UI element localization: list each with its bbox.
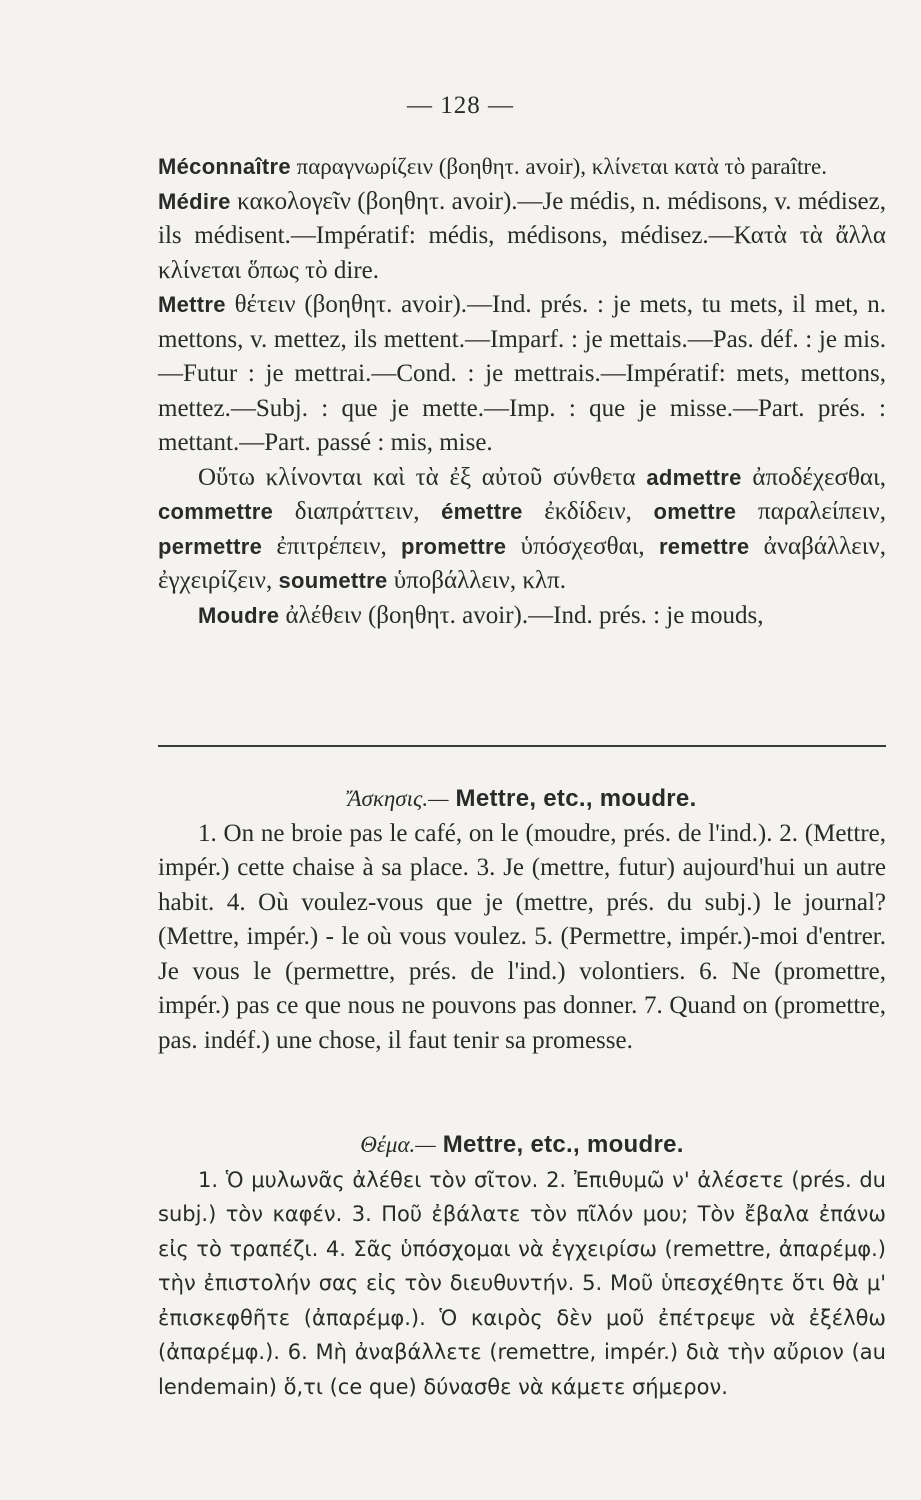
exercise-body: 1. On ne broie pas le café, on le (moudre, prés. de l'ind.). 2. (Mettre, impér.) cette chaise à sa place. 3. Je (mettre, futur) aujourd'hui un autre habit. 4. Où voulez-vous que je (mettre, prés. du subj.) le journal? (Mettre, impér.) - le où vous voulez. 5. (Permettre, impér.)-moi d'entrer. Je vous le (permettre, prés. de l'ind.) volontiers. 6. Ne (promettre, impér.) pas ce que nous ne pouvons pas donner. 7. Quand on (promettre, pas. indéf.) une chose, il faut tenir sa promesse. <box>158 819 886 1054</box>
compound-gloss: ἐκδίδειν, <box>522 498 654 525</box>
compound-gloss: παραλείπειν, <box>736 498 886 525</box>
thema-body: 1. Ὁ μυλωνᾶς ἀλέθει τὸν σῖτον. 2. Ἐπιθυμῶ ν' ἀλέσετε (prés. du subj.) τὸν καφέν. 3. Ποῦ ἐβάλατε τὸν πῖλόν μου; Τὸν ἔβαλα ἐπάνω εἰς τὸ τραπέζι. 4. Σᾶς ὑπόσχομαι νὰ ἐγχειρίσω (remettre, ἀπαρέμφ.) τὴν ἐπιστολήν σας εἰς τὸν διευθυντήν. 5. Μοῦ ὑπεσχέθητε ὅτι θὰ μ' ἐπισκεφθῆτε (ἀπαρέμφ.). Ὁ καιρὸς δὲν μοῦ ἐπέτρεψε νὰ ἐξέλθω (ἀπαρέμφ.). 6. Μὴ ἀναβάλλετε (remettre, impér.) διὰ τὴν αὔριον (au lendemain) ὅ,τι (ce que) δύνασθε νὰ κάμετε σήμερον. <box>158 1167 886 1399</box>
headword: Méconnaître <box>158 154 291 179</box>
compound-gloss: διαπράττειν, <box>273 498 442 525</box>
headword: Mettre <box>158 292 226 317</box>
thema-title <box>158 1128 886 1163</box>
thema-title-greek: Θέμα.— <box>360 1132 436 1157</box>
entry-mettre <box>158 288 886 461</box>
compound-word: permettre <box>158 533 263 559</box>
compounds-paragraph <box>158 461 886 599</box>
compound-gloss: ἀποδέχεσθαι, <box>741 463 886 491</box>
entry-medire <box>158 185 886 289</box>
thema-section <box>158 1128 886 1404</box>
compound-word: promettre <box>400 533 507 559</box>
compound-word: émettre <box>441 499 523 524</box>
exercise-section <box>158 782 886 1058</box>
exercise-title-french: Mettre, etc., moudre. <box>448 785 697 812</box>
exercise-title <box>158 782 886 817</box>
entry-text: παραγνωρίζειν (βοηθητ. avoir), κλίνεται κατὰ τὸ paraître. <box>290 154 827 179</box>
compound-gloss: ὑποβάλλειν, κλπ. <box>387 567 566 594</box>
exercise-title-greek: Ἄσκησις.— <box>347 786 449 811</box>
compound-word: admettre <box>646 464 742 490</box>
thema-title-french: Mettre, etc., moudre. <box>435 1131 684 1158</box>
entry-text: κακολογεῖν (βοηθητ. avoir).—Je médis, n. médisons, v. médisez, ils médisent.—Impératif: médis, médisons, médisez.—Κατὰ τὰ ἄλλα κλίνεται ὅπως τὸ dire. <box>158 187 886 284</box>
entry-meconnaitre <box>158 150 886 185</box>
page-number: — 128 — <box>407 92 514 119</box>
entry-text: ἀλέθειν (βοηθητ. avoir).—Ind. prés. : je mouds, <box>279 601 764 629</box>
compound-word: commettre <box>158 499 274 524</box>
compound-gloss: ἀναβάλλειν, ἐγχειρίζειν, <box>158 532 886 594</box>
headword: Médire <box>158 188 231 214</box>
compounds-intro: Οὕτω κλίνονται καὶ τὰ ἐξ αὐτοῦ σύνθετα <box>198 463 647 491</box>
headword: Moudre <box>198 602 280 628</box>
compound-gloss: ὑπόσχεσθαι, <box>506 532 659 560</box>
compound-word: soumettre <box>278 568 388 593</box>
entry-text: θέτειν (βοηθητ. avoir).—Ind. prés. : je mets, tu mets, il met, n. mettons, v. mettez, ils mettent.—Imparf. : je mettais.—Pas. déf. : je mis.—Futur : je mettrai.—Cond. : je mettrais.—Impératif: mets, mettons, mettez.—Subj. : que je mette.—Imp. : que je misse.—Part. prés. : mettant.—Part. passé : mis, mise. <box>158 291 886 456</box>
dictionary-entries <box>158 150 886 633</box>
entry-moudre <box>158 599 886 634</box>
compound-word: omettre <box>653 499 737 524</box>
compound-word: remettre <box>658 533 750 559</box>
compound-gloss: ἐπιτρέπειν, <box>262 532 401 560</box>
section-divider <box>158 745 886 747</box>
